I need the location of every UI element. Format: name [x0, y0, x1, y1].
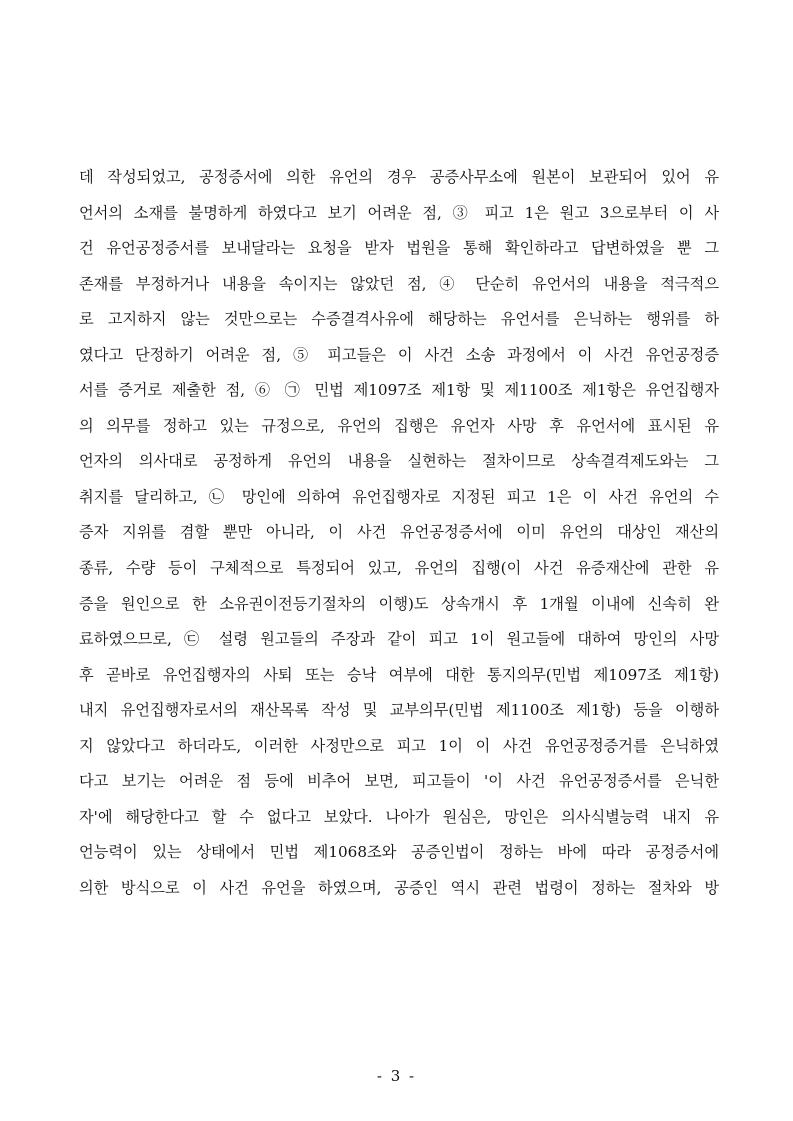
text-line: 로 고지하지 않는 것만으로는 수증결격사유에 해당하는 유언서를 은닉하는 행위를 하 — [79, 310, 719, 329]
text-line: 자'에 해당한다고 할 수 없다고 보았다. 나아가 원심은, 망인은 의사식별능력 내지 유 — [79, 807, 719, 826]
text-line: 언서의 소재를 불명하게 하였다고 보기 어려운 점, ③ 피고 1은 원고 3으로부터 이 사 — [79, 203, 719, 222]
text-line: 언능력이 있는 상태에서 민법 제1068조와 공증인법이 정하는 바에 따라 공정증서에 — [79, 843, 719, 862]
text-line: 증을 원인으로 한 소유권이전등기절차의 이행)도 상속개시 후 1개월 이내에 신속히 완 — [79, 594, 719, 613]
text-line: 의한 방식으로 이 사건 유언을 하였으며, 공증인 역시 관련 법령이 정하는 절차와 방 — [79, 878, 719, 897]
text-line: 였다고 단정하기 어려운 점, ⑤ 피고들은 이 사건 소송 과정에서 이 사건 유언공정증 — [79, 345, 719, 364]
text-line: 존재를 부정하거나 내용을 속이지는 않았던 점, ④ 단순히 유언서의 내용을 적극적으 — [79, 274, 719, 293]
text-line: 증자 지위를 겸할 뿐만 아니라, 이 사건 유언공정증서에 이미 유언의 대상인 재산의 — [79, 523, 719, 542]
text-line: 건 유언공정증서를 보내달라는 요청을 받자 법원을 통해 확인하라고 답변하였을 뿐 그 — [79, 239, 719, 258]
text-line: 서를 증거로 제출한 점, ⑥ ㉠ 민법 제1097조 제1항 및 제1100조 제1항은 유언집행자 — [79, 381, 719, 400]
text-line: 후 곧바로 유언집행자의 사퇴 또는 승낙 여부에 대한 통지의무(민법 제1097조 제1항) — [79, 665, 719, 684]
text-line: 의 의무를 정하고 있는 규정으로, 유언의 집행은 유언자 사망 후 유언서에 표시된 유 — [79, 416, 719, 435]
text-line: 지 않았다고 하더라도, 이러한 사정만으로 피고 1이 이 사건 유언공정증거를 은닉하였 — [79, 736, 719, 755]
text-line: 언자의 의사대로 공정하게 유언의 내용을 실현하는 절차이므로 상속결격제도와는 그 — [79, 452, 719, 471]
text-line: 다고 보기는 어려운 점 등에 비추어 보면, 피고들이 '이 사건 유언공정증서를 은닉한 — [79, 772, 719, 791]
document-body — [79, 160, 719, 906]
text-line: 종류, 수량 등이 구체적으로 특정되어 있고, 유언의 집행(이 사건 유증재산에 관한 유 — [79, 559, 719, 578]
text-line: 취지를 달리하고, ㉡ 망인에 의하여 유언집행자로 지정된 피고 1은 이 사건 유언의 수 — [79, 487, 719, 506]
page-number: - 3 - — [376, 1067, 417, 1085]
text-line: 데 작성되었고, 공정증서에 의한 유언의 경우 공증사무소에 원본이 보관되어 있어 유 — [79, 168, 719, 186]
text-line: 료하였으므로, ㉢ 설령 원고들의 주장과 같이 피고 1이 원고들에 대하여 망인의 사망 — [79, 630, 719, 649]
text-line: 내지 유언집행자로서의 재산목록 작성 및 교부의무(민법 제1100조 제1항) 등을 이행하 — [79, 701, 719, 720]
